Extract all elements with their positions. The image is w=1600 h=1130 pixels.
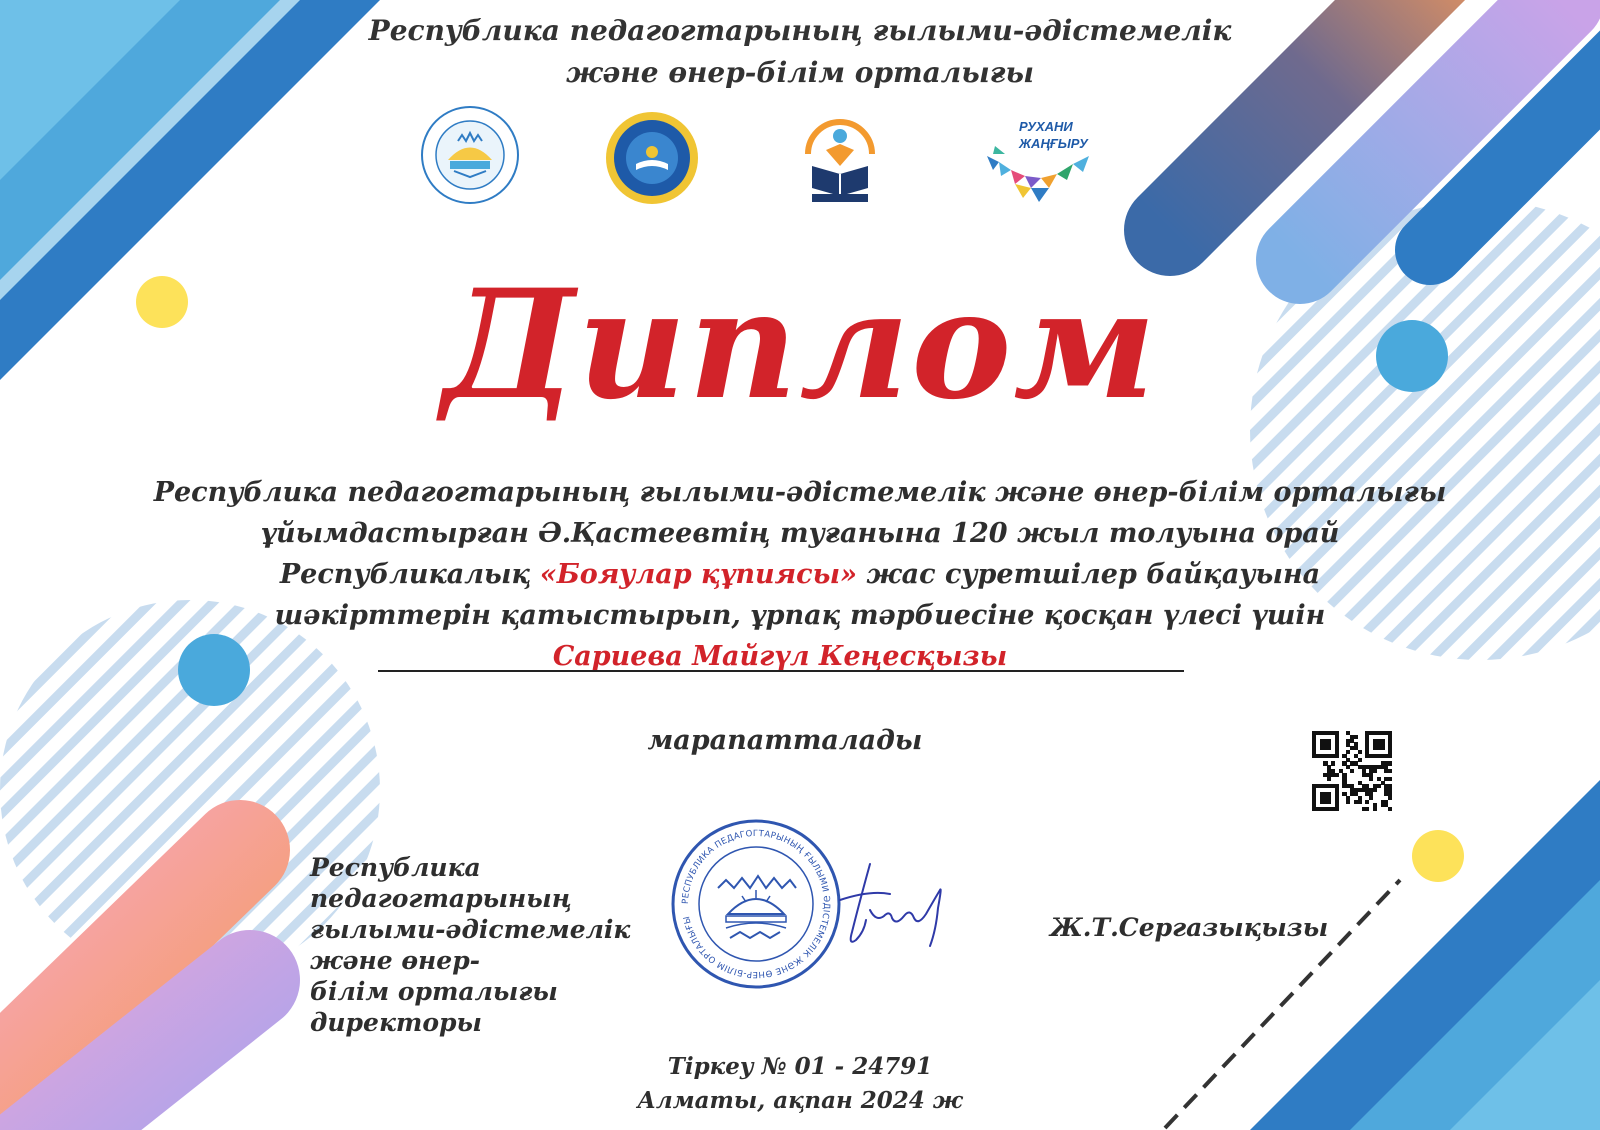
registration-number: Тіркеу № 01 - 24791 [667, 1053, 933, 1080]
signer-name: Ж.Т.Сергазықызы [1050, 913, 1329, 942]
yellow-dot-left [136, 276, 188, 328]
official-stamp [670, 818, 842, 990]
oner-pedagog-logo [800, 106, 880, 206]
qr-module [1346, 750, 1350, 754]
yellow-dot-right [1412, 830, 1464, 882]
qr-module [1335, 773, 1339, 777]
description-line-2: ұйымдастырған Ә.Қастеевтің туғанына 120 жыл толуына орай [260, 518, 1340, 549]
awarded-text: марапатталады [647, 725, 923, 756]
description-line-1: Республика педагогтарының ғылыми-әдістемелік және өнер-білім орталығы [153, 477, 1447, 508]
organization-header [300, 10, 1300, 94]
director-line-2: ғылыми-әдістемелік және өнер- [310, 915, 631, 975]
director-line-3: білім орталығы директоры [310, 977, 558, 1037]
qr-module [1388, 807, 1392, 811]
qr-module [1388, 777, 1392, 781]
recipient-underline [378, 670, 1184, 672]
diploma-title: Диплом [442, 257, 1158, 433]
qr-module [1369, 796, 1373, 800]
director-line-1: Республика педагогтарының [310, 853, 572, 913]
contest-name: «Бояулар құпиясы» [539, 559, 857, 590]
qr-module [1350, 769, 1354, 773]
qr-module [1365, 807, 1369, 811]
qr-module [1365, 800, 1369, 804]
description-line-4: шәкірттерін қатыстырып, ұрпақ тәрбиесіне қосқан үлесі үшін [274, 600, 1326, 631]
qr-module [1327, 746, 1331, 750]
qr-module [1373, 807, 1377, 811]
qr-module [1358, 758, 1362, 762]
rukhani-zhangyru-logo [985, 118, 1115, 208]
qr-module [1369, 777, 1373, 781]
logo-row [0, 100, 1600, 230]
award-description [150, 472, 1450, 636]
description-line-3-prefix: Республикалық [279, 559, 540, 590]
center-emblem-logo [420, 105, 520, 205]
rukhani-text: РУХАНИ [1019, 119, 1073, 134]
qr-module [1388, 761, 1392, 765]
ministry-emblem-logo [604, 110, 700, 206]
qr-module [1388, 796, 1392, 800]
svg-text:РЕСПУБЛИКА ПЕДАГОГТАРЫНЫҢ ҒЫЛЫ [681, 829, 831, 979]
qr-module [1358, 800, 1362, 804]
header-line-2: және өнер-білім орталығы [565, 56, 1035, 89]
qr-module [1377, 784, 1381, 788]
qr-module [1335, 754, 1339, 758]
place-date: Алматы, ақпан 2024 ж [637, 1087, 963, 1114]
qr-module [1346, 800, 1350, 804]
description-line-3-suffix: жас суретшілер байқауына [856, 559, 1321, 590]
blue-dot-right [1376, 320, 1448, 392]
blue-dot-left [178, 634, 250, 706]
header-line-1: Республика педагогтарының ғылыми-әдістемелік [368, 14, 1232, 47]
qr-module [1327, 800, 1331, 804]
qr-module [1373, 788, 1377, 792]
qr-module [1354, 735, 1358, 739]
qr-code-icon [1312, 731, 1392, 811]
stamp-text: РЕСПУБЛИКА ПЕДАГОГТАРЫНЫҢ ҒЫЛЫМИ ӘДІСТЕМЕЛІК ЖӘНЕ ӨНЕР-БІЛІМ ОРТАЛЫҒЫ [680, 828, 832, 980]
qr-module [1331, 761, 1335, 765]
qr-module [1388, 769, 1392, 773]
registration-info [560, 1050, 1040, 1118]
recipient-name: Сариева Майгүл Кеңесқызы [552, 641, 1008, 672]
zhangyru-text: ЖАҢҒЫРУ [1019, 136, 1088, 151]
qr-module [1335, 807, 1339, 811]
qr-module [1373, 769, 1377, 773]
qr-module [1381, 746, 1385, 750]
director-signature [830, 860, 970, 950]
description-line-3 [150, 554, 1450, 595]
qr-module [1358, 750, 1362, 754]
qr-module [1388, 754, 1392, 758]
qr-module [1327, 777, 1331, 781]
director-title [310, 852, 710, 1038]
